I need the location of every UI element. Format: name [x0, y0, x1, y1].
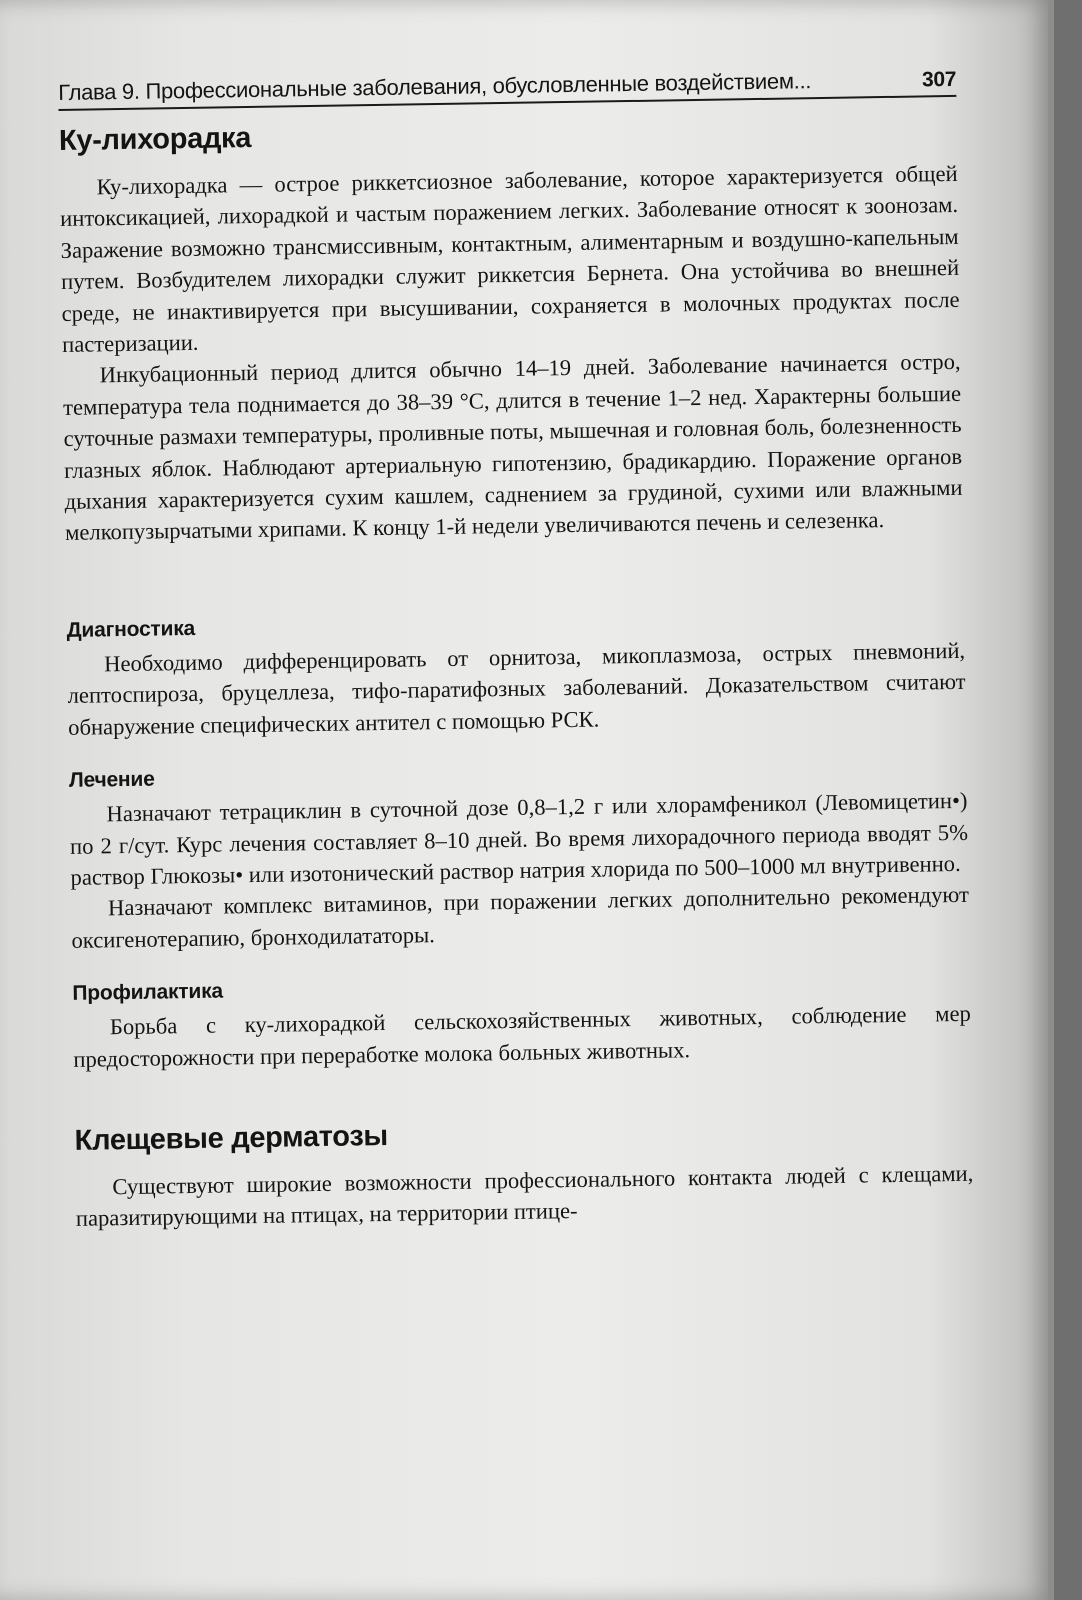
- paragraph: Ку-лихорадка — острое риккетсиозное заболевание, которое характеризуется общей интоксикацией, лихорадкой и частым поражением легких. Заболевание относят к зоонозам. Заражение возможно трансмиссивным, контактным, алиментарным и воздушно-капельным путем. Возбудителем лихорадки служит риккетсия Бернета. Она устойчива во внешней среде, не инактивируется при высушивании, сохраняется в молочных продуктах после пастеризации.: [59, 160, 960, 357]
- paragraph: Инкубационный период длится обычно 14–19 дней. Заболевание начинается остро, температура тела поднимается до 38–39 °С, длится в течение 1–2 нед. Характерны большие суточные размахи температуры, проливные поты, мышечная и головная боль, болезненность глазных яблок. Наблюдают артериальную гипотензию, брадикардию. Поражение органов дыхания характеризуется сухим кашлем, саднением за грудиной, сухими или влажными мелкопузырчатыми хрипами. К концу 1-й недели увеличиваются печень и селезенка.: [62, 349, 963, 546]
- section-title-q-fever: Ку-лихорадка: [58, 121, 252, 157]
- paragraph: Существуют широкие возможности профессионального контакта людей с клещами, паразитирующими на птицах, на территории птице-: [75, 1160, 974, 1232]
- subsection-title-treatment: Лечение: [68, 767, 155, 793]
- page-content: [58, 66, 974, 1235]
- section-title-tick-dermatoses: Клещевые дерматозы: [74, 1119, 389, 1157]
- paragraph: Необходимо дифференцировать от орнитоза, микоплазмоза, острых пневмоний, лептоспироза, бруцеллеза, тифо-паратифозных заболеваний. Доказательством считают обнаружение специфических антител с помощью РСК.: [67, 637, 966, 740]
- subsection-title-diagnostics: Диагностика: [66, 616, 196, 642]
- paragraph: Назначают тетрациклин в суточной дозе 0,8–1,2 г или хлорамфеникол (Левомицетин•) по 2 г/сут. Курс лечения составляет 8–10 дней. Во время лихорадочного периода вводят 5% раствор Глюкозы• или изотонический раствор натрия хлорида по 500–1000 мл внутривенно.: [69, 787, 969, 890]
- running-header: [58, 66, 956, 111]
- paragraph: Борьба с ку-лихорадкой сельскохозяйственных животных, соблюдение мер предосторожности при переработке молока больных животных.: [73, 1000, 971, 1072]
- subsection-title-prophylaxis: Профилактика: [72, 979, 224, 1006]
- chapter-title: Глава 9. Профессиональные заболевания, обусловленные воздействием...: [58, 68, 812, 105]
- paragraph: Назначают комплекс витаминов, при поражении легких дополнительно рекомендуют оксигенотерапию, бронходилататоры.: [71, 882, 970, 953]
- page-number: 307: [921, 67, 957, 92]
